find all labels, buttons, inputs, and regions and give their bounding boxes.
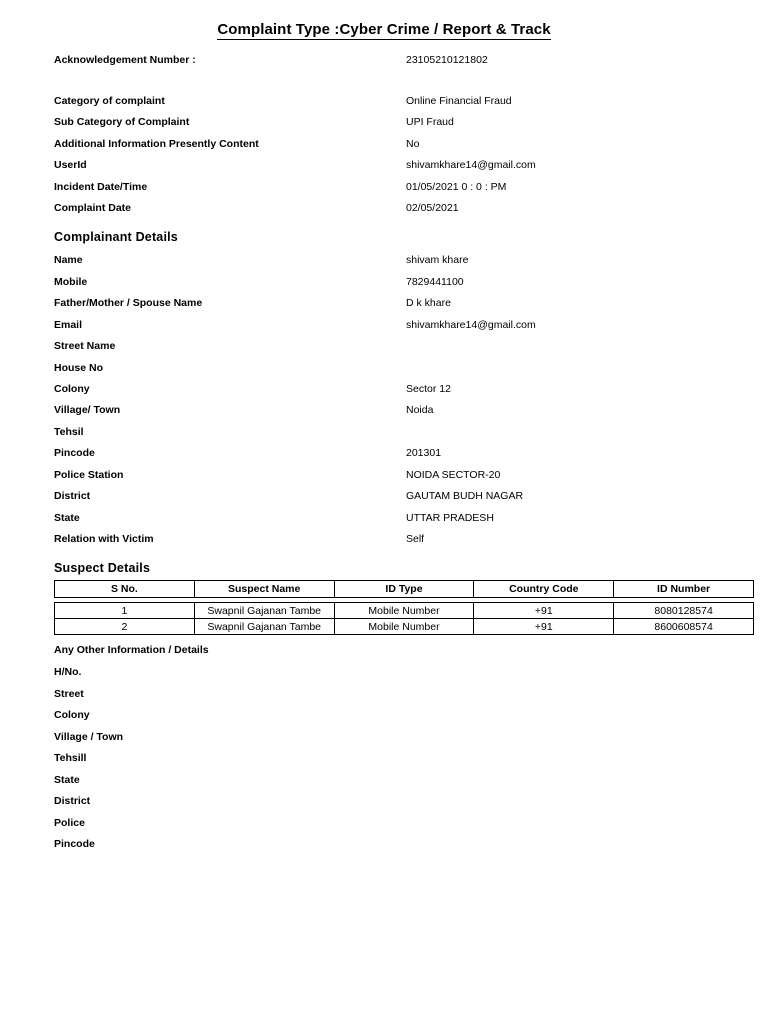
field-label: Tehsill bbox=[54, 752, 87, 764]
field-label: H/No. bbox=[54, 666, 82, 678]
field-row bbox=[54, 297, 754, 313]
field-row bbox=[54, 838, 754, 854]
field-row bbox=[54, 709, 754, 725]
field-value: No bbox=[406, 138, 420, 150]
field-row bbox=[54, 254, 754, 270]
field-value: 7829441100 bbox=[406, 276, 464, 288]
field-row bbox=[54, 688, 754, 704]
field-value: shivam khare bbox=[406, 254, 469, 266]
field-row bbox=[54, 340, 754, 356]
field-label: Police Station bbox=[54, 469, 124, 481]
field-value: UPI Fraud bbox=[406, 116, 454, 128]
field-label: Name bbox=[54, 254, 83, 266]
field-row bbox=[54, 404, 754, 420]
field-label: Street Name bbox=[54, 340, 116, 352]
page-title: Complaint Type :Cyber Crime / Report & Track bbox=[217, 21, 551, 38]
field-label: Colony bbox=[54, 383, 90, 395]
field-label: Colony bbox=[54, 709, 90, 721]
field-label: House No bbox=[54, 362, 104, 374]
field-label: Father/Mother / Spouse Name bbox=[54, 297, 203, 309]
field-label: Additional Information Presently Content bbox=[54, 138, 259, 150]
field-row bbox=[54, 469, 754, 485]
field-label: State bbox=[54, 512, 80, 524]
table-cell: +91 bbox=[474, 603, 614, 619]
field-label: UserId bbox=[54, 159, 87, 171]
other-heading: Any Other Information / Details bbox=[54, 644, 209, 656]
ack-row bbox=[54, 54, 754, 70]
column-header: ID Number bbox=[614, 581, 754, 598]
field-value: Sector 12 bbox=[406, 383, 451, 395]
field-value: NOIDA SECTOR-20 bbox=[406, 469, 501, 481]
field-value: shivamkhare14@gmail.com bbox=[406, 319, 536, 331]
field-value: shivamkhare14@gmail.com bbox=[406, 159, 536, 171]
table-cell: Swapnil Gajanan Tambe bbox=[194, 603, 334, 619]
field-value: Noida bbox=[406, 404, 434, 416]
ack-label: Acknowledgement Number : bbox=[54, 54, 196, 66]
field-row bbox=[54, 159, 754, 175]
column-header: S No. bbox=[55, 581, 195, 598]
field-label: State bbox=[54, 774, 80, 786]
field-value: D k khare bbox=[406, 297, 451, 309]
field-value: Online Financial Fraud bbox=[406, 95, 512, 107]
suspect-table bbox=[54, 602, 754, 635]
field-value: Self bbox=[406, 533, 425, 545]
other-heading-row bbox=[54, 644, 754, 660]
field-row bbox=[54, 202, 754, 218]
field-label: Village/ Town bbox=[54, 404, 121, 416]
field-label: Relation with Victim bbox=[54, 533, 154, 545]
table-row bbox=[55, 619, 754, 635]
field-row bbox=[54, 181, 754, 197]
field-label: Email bbox=[54, 319, 83, 331]
table-cell: +91 bbox=[474, 619, 614, 635]
field-row bbox=[54, 795, 754, 811]
suspect-table-header bbox=[54, 580, 754, 598]
field-label: District bbox=[54, 490, 91, 502]
field-label: Category of complaint bbox=[54, 95, 165, 107]
field-value: 201301 bbox=[406, 447, 442, 459]
field-label: Pincode bbox=[54, 447, 95, 459]
field-row bbox=[54, 319, 754, 335]
field-row bbox=[54, 383, 754, 399]
table-cell: 8080128574 bbox=[614, 603, 754, 619]
field-label: Complaint Date bbox=[54, 202, 132, 214]
field-value: GAUTAM BUDH NAGAR bbox=[406, 490, 524, 502]
field-row bbox=[54, 512, 754, 528]
page-title-wrapper bbox=[0, 21, 768, 39]
field-label: Incident Date/Time bbox=[54, 181, 148, 193]
field-row bbox=[54, 447, 754, 463]
table-cell: 1 bbox=[55, 603, 195, 619]
column-header: Country Code bbox=[474, 581, 614, 598]
field-label: Tehsil bbox=[54, 426, 84, 438]
field-row bbox=[54, 116, 754, 132]
table-cell: Mobile Number bbox=[334, 619, 474, 635]
field-label: Village / Town bbox=[54, 731, 124, 743]
table-row bbox=[55, 603, 754, 619]
table-cell: 8600608574 bbox=[614, 619, 754, 635]
column-header: ID Type bbox=[334, 581, 474, 598]
table-cell: Swapnil Gajanan Tambe bbox=[194, 619, 334, 635]
field-label: Street bbox=[54, 688, 84, 700]
field-row bbox=[54, 362, 754, 378]
complainant-heading: Complainant Details bbox=[54, 230, 178, 244]
ack-value: 23105210121802 bbox=[406, 54, 488, 66]
field-row bbox=[54, 533, 754, 549]
field-label: Sub Category of Complaint bbox=[54, 116, 190, 128]
suspect-heading: Suspect Details bbox=[54, 561, 151, 575]
column-header: Suspect Name bbox=[194, 581, 334, 598]
field-row bbox=[54, 138, 754, 154]
field-value: 02/05/2021 bbox=[406, 202, 459, 214]
field-value: UTTAR PRADESH bbox=[406, 512, 494, 524]
table-cell: Mobile Number bbox=[334, 603, 474, 619]
field-row bbox=[54, 490, 754, 506]
table-cell: 2 bbox=[55, 619, 195, 635]
field-label: Pincode bbox=[54, 838, 95, 850]
field-row bbox=[54, 731, 754, 747]
field-label: Mobile bbox=[54, 276, 88, 288]
field-value: 01/05/2021 0 : 0 : PM bbox=[406, 181, 507, 193]
field-row bbox=[54, 426, 754, 442]
field-label: Police bbox=[54, 817, 85, 829]
field-label: District bbox=[54, 795, 91, 807]
field-row bbox=[54, 752, 754, 768]
field-row bbox=[54, 774, 754, 790]
field-row bbox=[54, 666, 754, 682]
field-row bbox=[54, 817, 754, 833]
field-row bbox=[54, 276, 754, 292]
field-row bbox=[54, 95, 754, 111]
